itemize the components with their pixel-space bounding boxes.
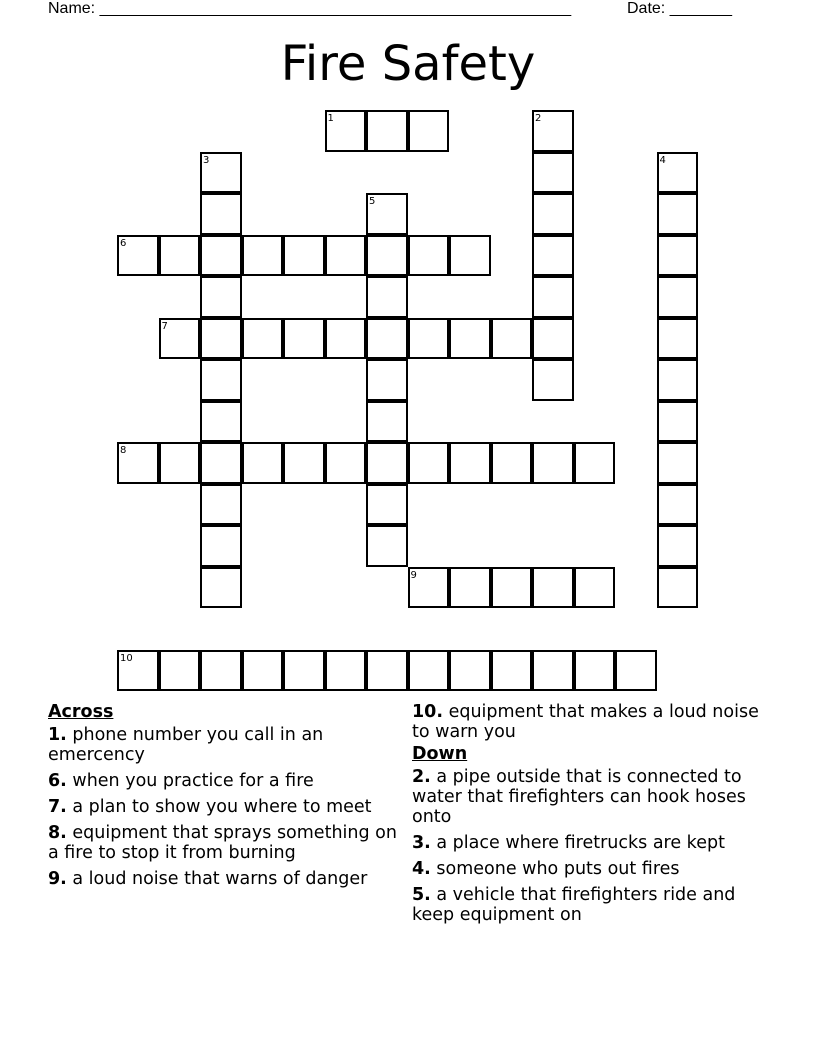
clue-number: 8. [48,823,67,843]
crossword-cell[interactable] [283,650,325,692]
crossword-cell[interactable] [159,650,201,692]
crossword-cell[interactable] [408,110,450,152]
crossword-cell[interactable] [325,235,367,277]
clue-text: equipment that sprays something on a fire to stop it from burning [48,823,397,863]
crossword-cell[interactable] [366,525,408,567]
crossword-cell[interactable] [200,650,242,692]
clue-text: a place where firetrucks are kept [430,833,725,853]
crossword-cell[interactable] [491,567,533,609]
crossword-cell[interactable] [159,235,201,277]
crossword-cell[interactable] [325,442,367,484]
crossword-cell[interactable] [657,442,699,484]
clue-across-10 [412,702,762,742]
crossword-cell[interactable] [657,276,699,318]
clue-across-1 [48,725,398,765]
across-heading: Across [48,702,114,722]
clues-column-left [48,702,398,895]
crossword-cell[interactable] [200,567,242,609]
crossword-cell[interactable] [449,235,491,277]
crossword-cell[interactable] [615,650,657,692]
clue-text: a plan to show you where to meet [66,797,372,817]
crossword-cell[interactable] [449,650,491,692]
crossword-cell[interactable] [657,401,699,443]
crossword-cell[interactable] [657,318,699,360]
page-title: Fire Safety [280,36,536,92]
clue-number: 1. [48,725,67,745]
crossword-cell[interactable] [657,235,699,277]
crossword-cell[interactable] [408,235,450,277]
crossword-cell[interactable] [532,567,574,609]
crossword-cell[interactable] [657,484,699,526]
crossword-cell[interactable] [242,442,284,484]
crossword-cell[interactable] [532,193,574,235]
crossword-cell[interactable] [532,276,574,318]
crossword-cell[interactable] [657,193,699,235]
cell-number: 3 [203,154,210,166]
clues-column-right [412,702,762,931]
crossword-cell[interactable] [491,650,533,692]
crossword-cell[interactable] [242,318,284,360]
clue-number: 6. [48,771,67,791]
crossword-cell[interactable] [242,235,284,277]
crossword-cell[interactable] [449,318,491,360]
crossword-cell[interactable] [366,484,408,526]
crossword-cell[interactable] [449,567,491,609]
clue-down-5 [412,885,762,925]
crossword-cell[interactable] [325,318,367,360]
clue-text: when you practice for a fire [66,771,314,791]
date-field-label: Date: _______ [627,0,732,17]
crossword-cell[interactable] [657,359,699,401]
crossword-cell[interactable] [200,235,242,277]
clue-across-8 [48,823,398,863]
crossword-cell[interactable] [532,235,574,277]
crossword-cell[interactable] [200,442,242,484]
down-heading: Down [412,744,468,764]
clue-number: 5. [412,885,431,905]
crossword-cell[interactable] [657,567,699,609]
cell-number: 6 [120,237,127,249]
crossword-cell[interactable] [283,235,325,277]
name-field-label: Name: _____________________________________________________ [48,0,572,17]
cell-number: 1 [327,113,334,124]
crossword-cell[interactable] [408,567,450,609]
cell-number: 10 [120,652,133,664]
crossword-cell[interactable] [366,276,408,318]
crossword-cell[interactable] [325,650,367,692]
clue-across-7 [48,797,398,817]
crossword-cell[interactable] [532,359,574,401]
crossword-cell[interactable] [325,110,367,152]
crossword-cell[interactable] [117,442,159,484]
crossword-cell[interactable] [366,318,408,360]
crossword-cell[interactable] [200,318,242,360]
crossword-cell[interactable] [159,318,201,360]
crossword-cell[interactable] [117,235,159,277]
clue-text: a vehicle that firefighters ride and keep equipment on [412,885,736,925]
clue-down-4 [412,859,762,879]
crossword-cell[interactable] [532,442,574,484]
crossword-cell[interactable] [449,442,491,484]
crossword-cell[interactable] [491,318,533,360]
crossword-cell[interactable] [366,235,408,277]
crossword-cell[interactable] [366,401,408,443]
crossword-cell[interactable] [200,152,242,194]
cell-number: 7 [161,320,168,332]
crossword-cell[interactable] [574,567,616,609]
cell-number: 9 [410,569,417,581]
clue-number: 4. [412,859,431,879]
clue-text: phone number you call in an emercency [48,725,324,765]
clue-number: 2. [412,767,431,787]
crossword-cell[interactable] [408,650,450,692]
crossword-cell[interactable] [200,193,242,235]
clue-across-6 [48,771,398,791]
clue-number: 9. [48,869,67,889]
crossword-cell[interactable] [200,359,242,401]
crossword-cell[interactable] [200,484,242,526]
crossword-cell[interactable] [200,276,242,318]
crossword-cell[interactable] [574,650,616,692]
clue-text: a loud noise that warns of danger [66,869,368,889]
clue-number: 3. [412,833,431,853]
crossword-cell[interactable] [574,442,616,484]
crossword-cell[interactable] [532,110,574,152]
crossword-cell[interactable] [242,650,284,692]
clue-text: a pipe outside that is connected to water that firefighters can hook hoses onto [412,767,746,827]
crossword-cell[interactable] [366,193,408,235]
clue-down-2 [412,767,762,827]
crossword-cell[interactable] [283,442,325,484]
crossword-cell[interactable] [532,152,574,194]
crossword-cell[interactable] [657,152,699,194]
clue-down-3 [412,833,762,853]
crossword-cell[interactable] [408,442,450,484]
crossword-cell[interactable] [491,442,533,484]
cell-number: 2 [535,113,542,124]
crossword-cell[interactable] [366,359,408,401]
crossword-cell[interactable] [408,318,450,360]
crossword-cell[interactable] [657,525,699,567]
crossword-cell[interactable] [117,650,159,692]
crossword-cell[interactable] [366,650,408,692]
crossword-cell[interactable] [159,442,201,484]
clue-across-9 [48,869,398,889]
crossword-cell[interactable] [283,318,325,360]
clue-number: 10. [412,702,444,722]
crossword-cell[interactable] [532,318,574,360]
cell-number: 4 [659,154,666,166]
clue-text: equipment that makes a loud noise to warn you [412,702,759,742]
crossword-cell[interactable] [200,525,242,567]
crossword-cell[interactable] [532,650,574,692]
clue-number: 7. [48,797,67,817]
crossword-cell[interactable] [366,110,408,152]
cell-number: 5 [369,196,376,207]
crossword-cell[interactable] [200,401,242,443]
crossword-cell[interactable] [366,442,408,484]
clue-text: someone who puts out fires [430,859,680,879]
cell-number: 8 [120,445,127,456]
